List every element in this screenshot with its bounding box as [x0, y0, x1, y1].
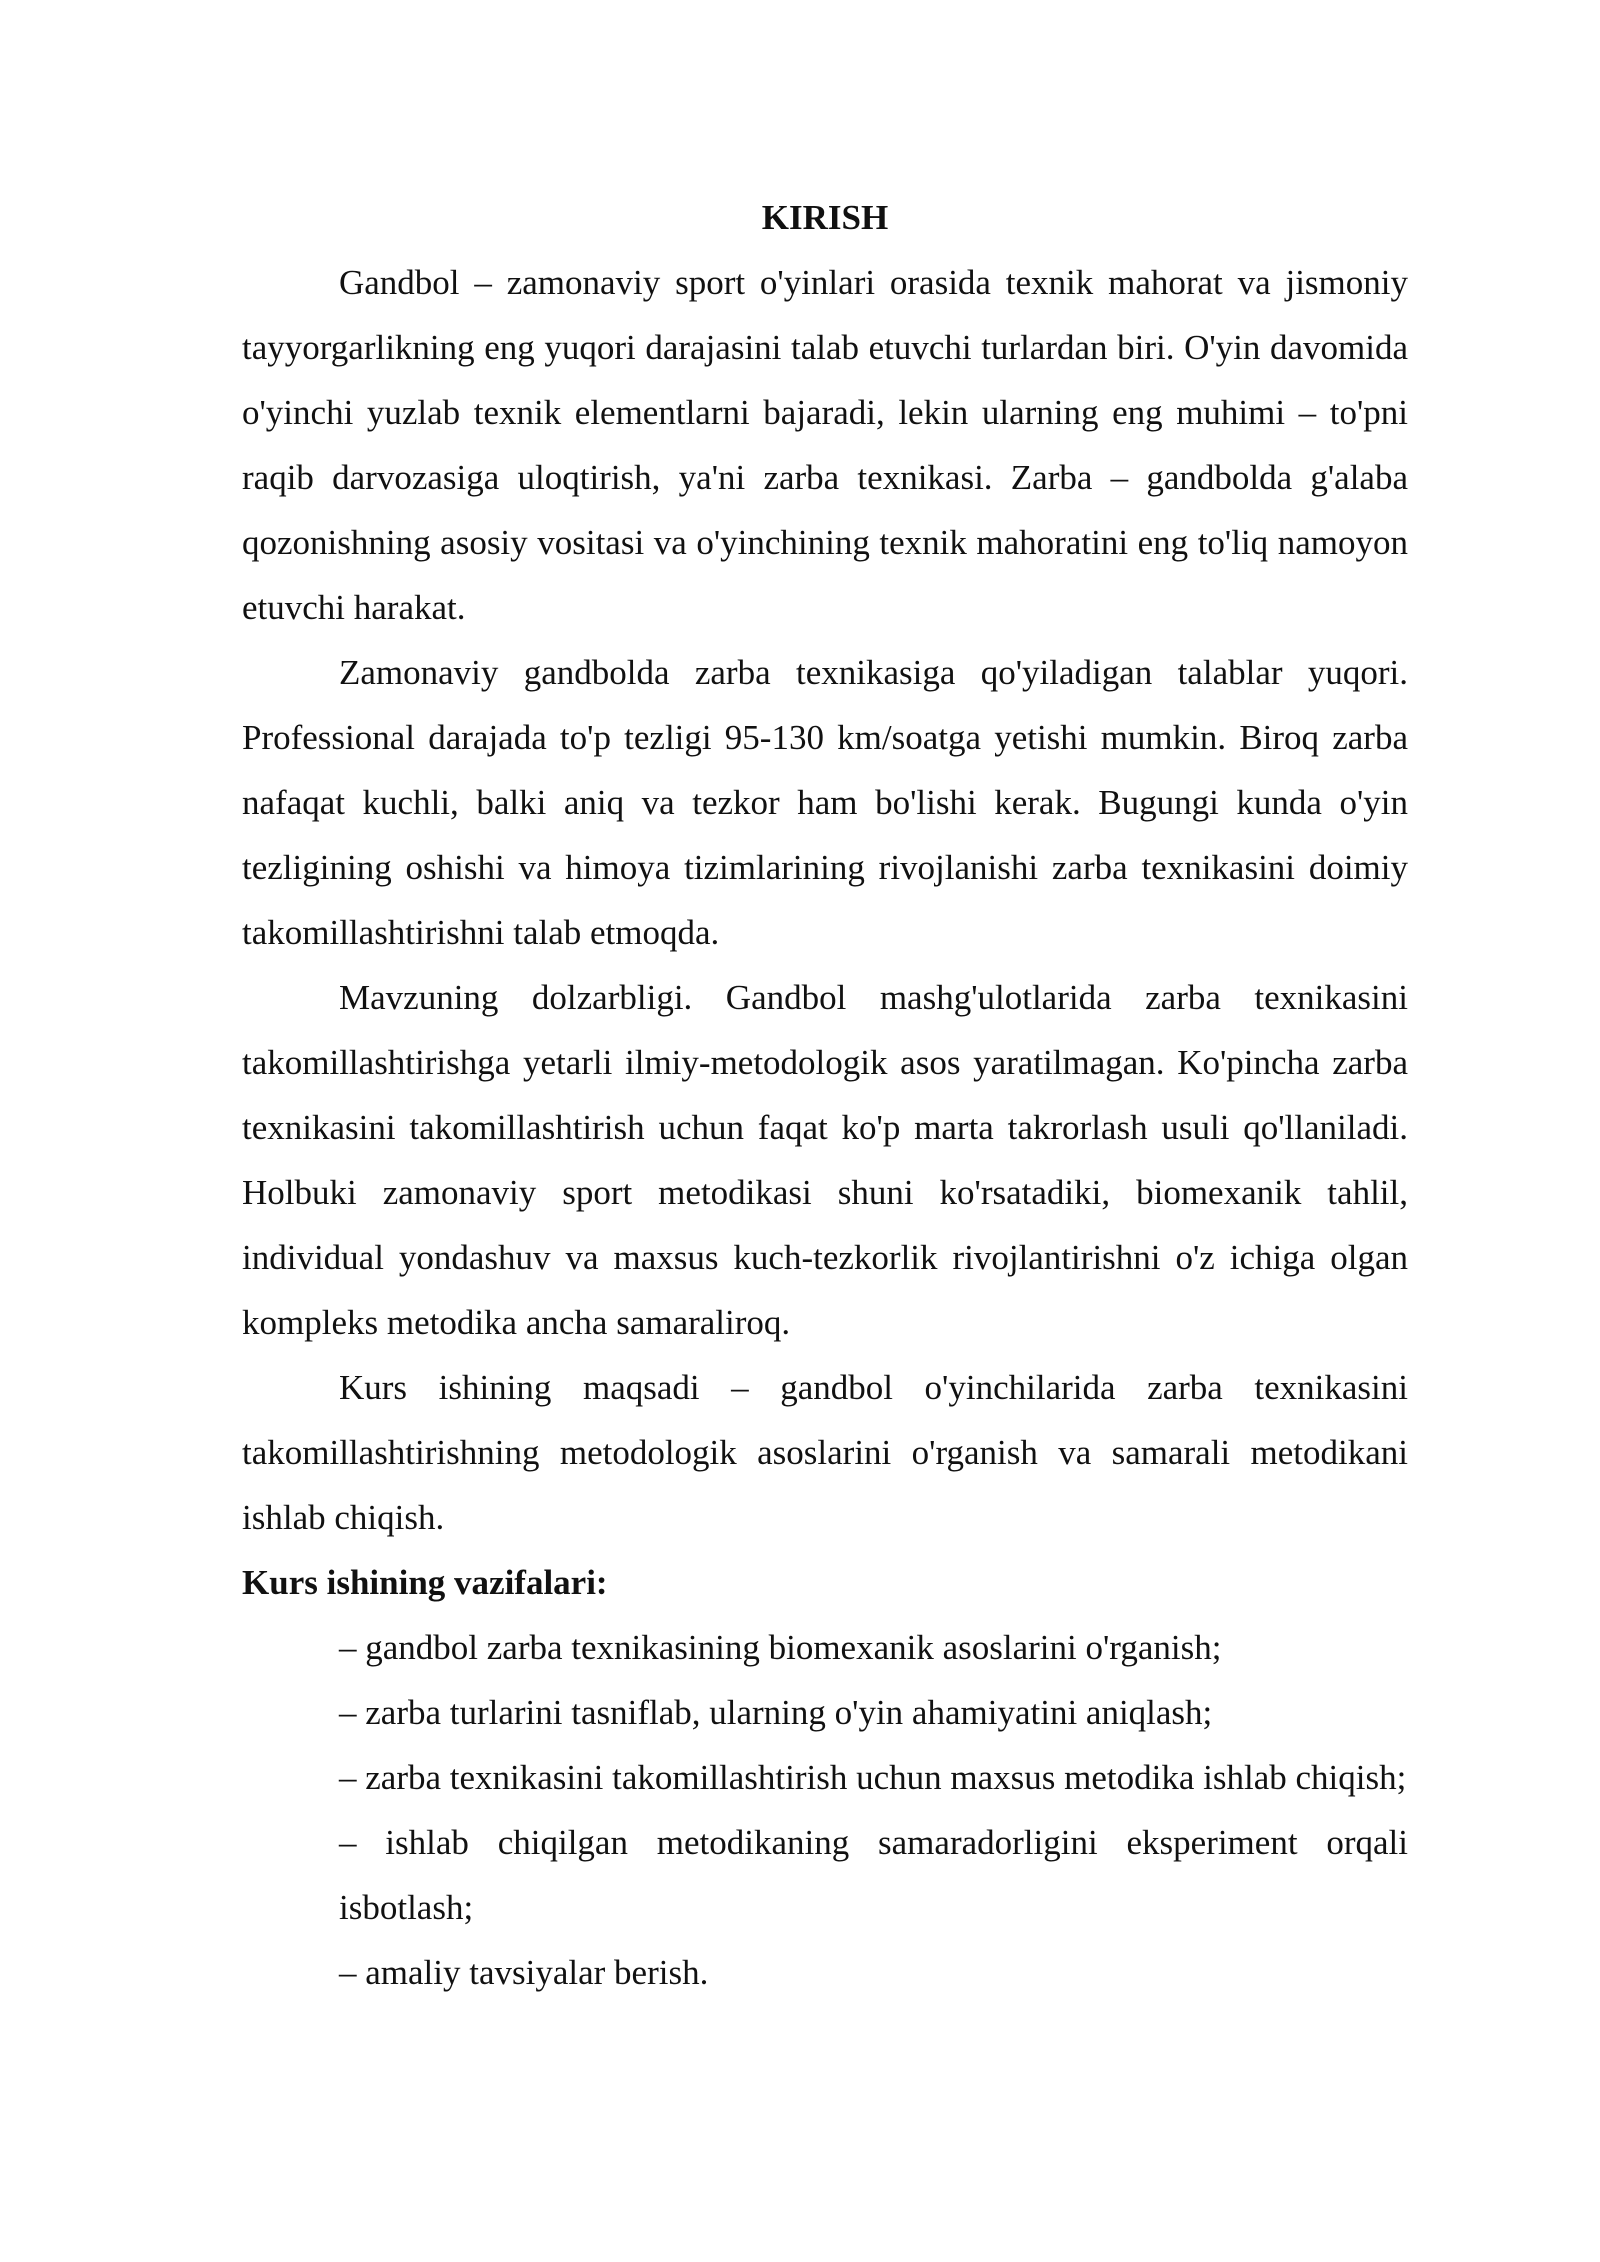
page-title: KIRISH [761, 198, 889, 237]
paragraph-goal: Kurs ishining maqsadi – gandbol o'yinchilarida zarba texnikasini takomillashtirishning metodologik asoslarini o'rganish va samarali metodikani ishlab chiqish. [242, 1368, 1408, 1537]
paragraph-relevance: Mavzuning dolzarbligi. Gandbol mashg'ulotlarida zarba texnikasini takomillashtirishga yetarli ilmiy-metodologik asos yaratilmagan. Ko'pincha zarba texnikasini takomillashtirish uchun faqat ko'p marta takrorlash usuli qo'llaniladi. Holbuki zamonaviy sport metodikasi shuni ko'rsatadiki, biomexanik tahlil, individual yondashuv va maxsus kuch-tezkorlik rivojlantirishni o'z ichiga olgan kompleks metodika ancha samaraliroq. [242, 978, 1408, 1342]
paragraph-intro: Gandbol – zamonaviy sport o'yinlari orasida texnik mahorat va jismoniy tayyorgarlikning eng yuqori darajasini talab etuvchi turlardan biri. O'yin davomida o'yinchi yuzlab texnik elementlarni bajaradi, lekin ularning eng muhimi – to'pni raqib darvozasiga uloqtirish, ya'ni zarba texnikasi. Zarba – gandbolda g'alaba qozonishning asosiy vositasi va o'yinchining texnik mahoratini eng to'liq namoyon etuvchi harakat. [242, 263, 1408, 627]
list-item: – ishlab chiqilgan metodikaning samaradorligini eksperiment orqali isbotlash; [339, 1823, 1408, 1927]
list-item: – zarba texnikasini takomillashtirish uchun maxsus metodika ishlab chiqish; [339, 1758, 1407, 1797]
list-item: – gandbol zarba texnikasining biomexanik asoslarini o'rganish; [339, 1628, 1222, 1667]
paragraph-requirements: Zamonaviy gandbolda zarba texnikasiga qo'yiladigan talablar yuqori. Professional darajada to'p tezligi 95-130 km/soatga yetishi mumkin. Biroq zarba nafaqat kuchli, balki aniq va tezkor ham bo'lishi kerak. Bugungi kunda o'yin tezligining oshishi va himoya tizimlarining rivojlanishi zarba texnikasini doimiy takomillashtirishni talab etmoqda. [242, 653, 1408, 952]
tasks-heading: Kurs ishining vazifalari: [242, 1563, 608, 1602]
list-item: – zarba turlarini tasniflab, ularning o'yin ahamiyatini aniqlash; [339, 1693, 1213, 1732]
tasks-list [242, 1615, 1408, 2005]
document-page [242, 185, 1408, 2005]
list-item: – amaliy tavsiyalar berish. [339, 1953, 709, 1992]
